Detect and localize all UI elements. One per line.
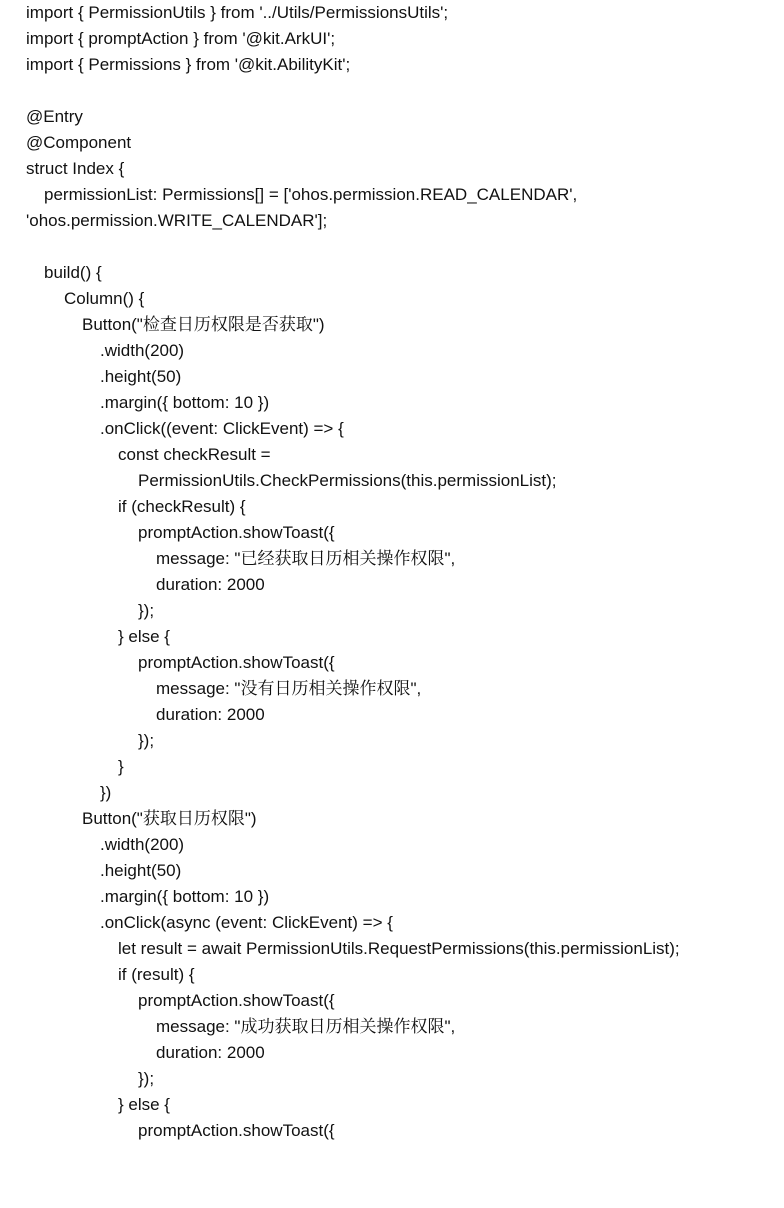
code-line: let result = await PermissionUtils.RequestPermissions(this.permissionList); xyxy=(118,939,680,958)
code-line: duration: 2000 xyxy=(156,1043,265,1062)
code-line: }) xyxy=(100,783,112,802)
code-line: .margin({ bottom: 10 }) xyxy=(100,393,270,412)
code-line: message: "没有日历相关操作权限", xyxy=(156,679,422,698)
code-line: .onClick((event: ClickEvent) => { xyxy=(100,419,344,438)
code-line: duration: 2000 xyxy=(156,705,265,724)
code-line: }); xyxy=(138,1069,155,1088)
code-line: } else { xyxy=(118,627,170,646)
code-line: duration: 2000 xyxy=(156,575,265,594)
code-line: struct Index { xyxy=(26,159,125,178)
code-line: } xyxy=(118,757,124,776)
code-line: Column() { xyxy=(64,289,145,308)
code-line: @Component xyxy=(26,133,132,152)
code-line: .onClick(async (event: ClickEvent) => { xyxy=(100,913,393,932)
code-line: .height(50) xyxy=(100,861,182,880)
code-line: 'ohos.permission.WRITE_CALENDAR']; xyxy=(26,211,328,230)
code-line: import { promptAction } from '@kit.ArkUI'; xyxy=(26,29,336,48)
code-line: .height(50) xyxy=(100,367,182,386)
code-line: const checkResult = xyxy=(118,445,271,464)
code-line: }); xyxy=(138,601,155,620)
code-line: .width(200) xyxy=(100,341,185,360)
code-line: if (result) { xyxy=(118,965,195,984)
code-line: } else { xyxy=(118,1095,170,1114)
code-line: permissionList: Permissions[] = ['ohos.permission.READ_CALENDAR', xyxy=(44,185,578,204)
code-line: promptAction.showToast({ xyxy=(138,1121,335,1140)
code-line: .margin({ bottom: 10 }) xyxy=(100,887,270,906)
code-line: message: "成功获取日历相关操作权限", xyxy=(156,1017,456,1036)
code-line: import { Permissions } from '@kit.AbilityKit'; xyxy=(26,55,351,74)
code-line: PermissionUtils.CheckPermissions(this.permissionList); xyxy=(138,471,557,490)
code-line: Button("获取日历权限") xyxy=(82,809,257,828)
code-line: build() { xyxy=(44,263,102,282)
code-line: message: "已经获取日历相关操作权限", xyxy=(156,549,456,568)
code-line: import { PermissionUtils } from '../Utils/PermissionsUtils'; xyxy=(26,3,449,22)
code-line: promptAction.showToast({ xyxy=(138,653,335,672)
code-line: }); xyxy=(138,731,155,750)
code-line: @Entry xyxy=(26,107,83,126)
code-line: .width(200) xyxy=(100,835,185,854)
code-line: if (checkResult) { xyxy=(118,497,246,516)
code-line: promptAction.showToast({ xyxy=(138,523,335,542)
code-line: promptAction.showToast({ xyxy=(138,991,335,1010)
code-line: Button("检查日历权限是否获取") xyxy=(82,315,325,334)
